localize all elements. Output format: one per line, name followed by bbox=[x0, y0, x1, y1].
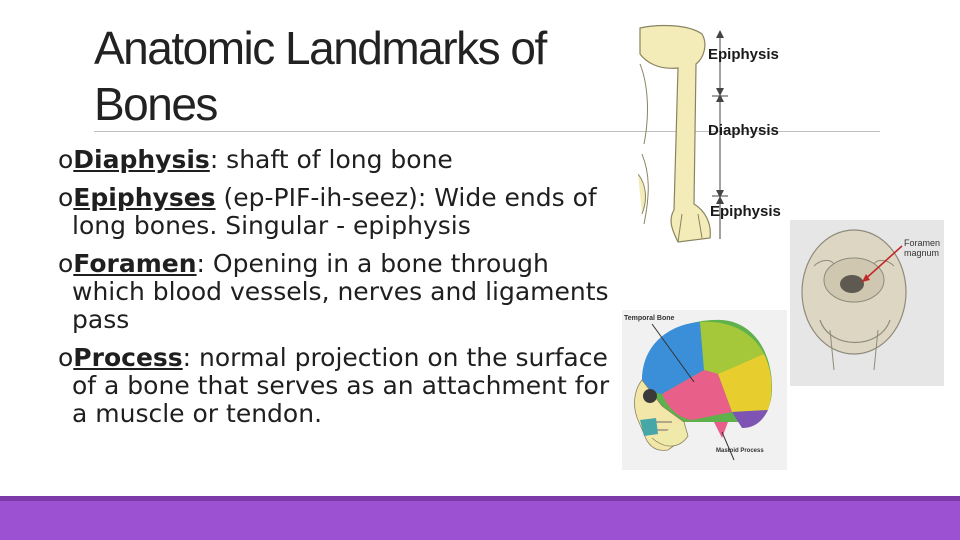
label-magnum: magnum bbox=[904, 248, 940, 258]
bullet-list bbox=[58, 146, 618, 438]
term-foramen: Foramen bbox=[73, 249, 197, 278]
definition-foramen: : Opening in a bone through which blood vessels, nerves and ligaments pass bbox=[72, 249, 609, 334]
bullet-foramen bbox=[58, 250, 618, 334]
label-temporal-bone: Temporal Bone bbox=[624, 315, 675, 322]
term-process: Process bbox=[73, 343, 183, 372]
footer-bar bbox=[0, 496, 960, 540]
term-epiphyses: Epiphyses bbox=[73, 183, 216, 212]
label-epiphysis-top: Epiphysis bbox=[708, 46, 779, 63]
bullet-marker: o bbox=[58, 183, 74, 212]
bullet-epiphyses bbox=[58, 184, 618, 240]
bullet-marker: o bbox=[58, 343, 74, 372]
long-bone-figure bbox=[638, 24, 798, 244]
definition-process: : normal projection on the surface of a bone that serves as an attachment for a muscle or tendon. bbox=[72, 343, 610, 428]
definition-epiphyses: (ep-PIF-ih-seez): Wide ends of long bones. Singular - epiphysis bbox=[72, 183, 597, 240]
bullet-diaphysis bbox=[58, 146, 618, 174]
slide-title: Anatomic Landmarks of Bones bbox=[94, 22, 546, 130]
bullet-marker: o bbox=[58, 249, 74, 278]
label-mastoid-process: Mastoid Process bbox=[716, 448, 764, 454]
skull-base-figure bbox=[790, 220, 944, 386]
bullet-process bbox=[58, 344, 618, 428]
label-epiphysis-bottom: Epiphysis bbox=[710, 203, 781, 220]
colored-skull-illustration bbox=[622, 310, 787, 470]
skull-side-figure bbox=[622, 310, 787, 470]
label-foramen: Foramen bbox=[904, 238, 941, 248]
bullet-marker: o bbox=[58, 145, 74, 174]
label-diaphysis: Diaphysis bbox=[708, 122, 779, 139]
definition-diaphysis: : shaft of long bone bbox=[209, 145, 453, 174]
term-diaphysis: Diaphysis bbox=[73, 145, 210, 174]
